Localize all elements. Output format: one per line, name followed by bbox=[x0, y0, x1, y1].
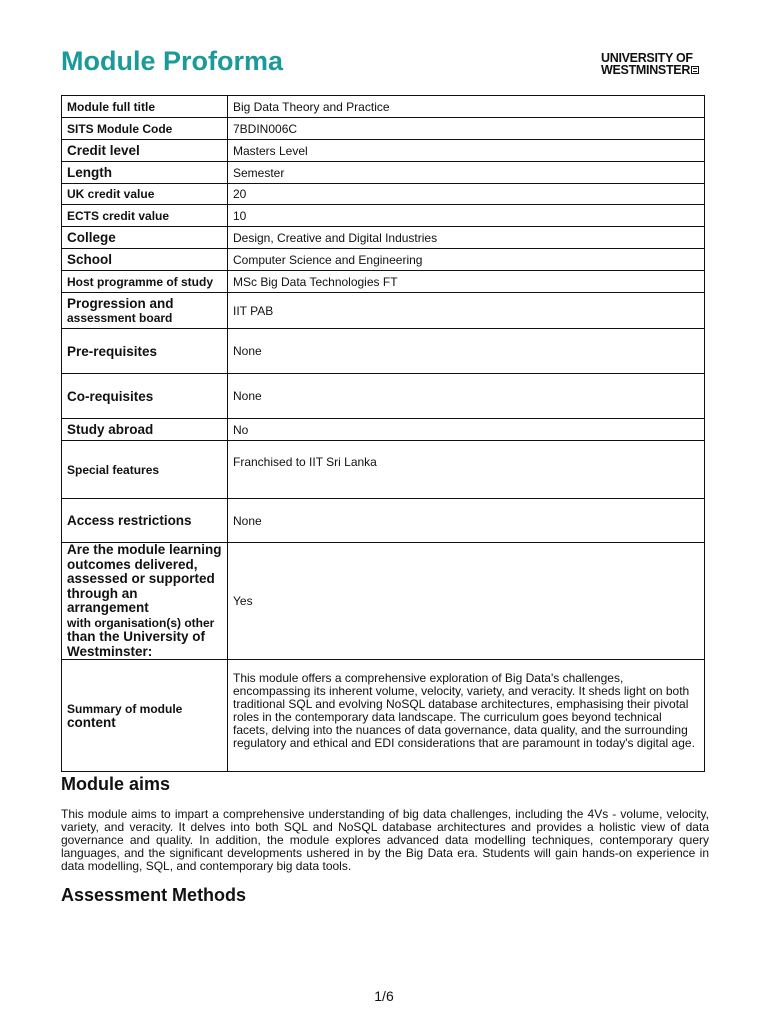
table-row bbox=[62, 293, 705, 329]
row-label bbox=[62, 543, 228, 660]
row-value: Computer Science and Engineering bbox=[228, 249, 705, 271]
row-label-line: through an arrangement bbox=[67, 585, 149, 615]
row-label-line: Westminster: bbox=[67, 643, 153, 659]
table-row bbox=[62, 271, 705, 293]
table-row bbox=[62, 249, 705, 271]
row-value: Semester bbox=[228, 162, 705, 184]
row-label: Access restrictions bbox=[62, 499, 228, 543]
row-label: ECTS credit value bbox=[62, 205, 228, 227]
row-label: Length bbox=[62, 162, 228, 184]
row-label: Special features bbox=[62, 441, 228, 499]
table-row bbox=[62, 543, 705, 660]
row-value: Yes bbox=[228, 543, 705, 660]
row-value: 7BDIN006C bbox=[228, 118, 705, 140]
row-label-line: outcomes delivered, bbox=[67, 556, 198, 572]
row-label-line: Summary of module bbox=[67, 701, 183, 716]
row-label: Host programme of study bbox=[62, 271, 228, 293]
row-label: School bbox=[62, 249, 228, 271]
table-row bbox=[62, 118, 705, 140]
row-value: Big Data Theory and Practice bbox=[228, 96, 705, 118]
table-row bbox=[62, 419, 705, 441]
summary-text: This module offers a comprehensive exploration of Big Data's challenges, encompassing its inherent volume, velocity, variety, and veracity. It sheds light on both traditional SQL and evolving NoSQL database architectures, emphasising their pivotal roles in the contemporary data landscape. The curriculum goes beyond technical facets, delving into the nuances of data governance, data quality, and the surrounding regulatory and ethical and EDI considerations that are paramount in today's digital age. bbox=[233, 671, 695, 750]
crest-icon bbox=[691, 66, 699, 74]
row-label-line: Are the module learning bbox=[67, 542, 222, 557]
row-label-line: with organisation(s) other bbox=[67, 615, 215, 630]
row-value: None bbox=[228, 329, 705, 374]
row-value: IIT PAB bbox=[228, 293, 705, 329]
row-value: MSc Big Data Technologies FT bbox=[228, 271, 705, 293]
row-label: SITS Module Code bbox=[62, 118, 228, 140]
module-aims-heading: Module aims bbox=[61, 774, 171, 794]
row-value: 10 bbox=[228, 205, 705, 227]
row-label: Study abroad bbox=[62, 419, 228, 441]
logo-line-1: UNIVERSITY OF bbox=[601, 51, 693, 65]
row-label-line: assessment board bbox=[67, 310, 173, 325]
row-label: Credit level bbox=[62, 140, 228, 162]
table-row bbox=[62, 205, 705, 227]
table-row bbox=[62, 499, 705, 543]
table-row bbox=[62, 96, 705, 118]
page-number: 1/6 bbox=[374, 988, 394, 1004]
row-label: UK credit value bbox=[62, 184, 228, 205]
table-row bbox=[62, 140, 705, 162]
row-value: None bbox=[228, 499, 705, 543]
row-value: 20 bbox=[228, 184, 705, 205]
page-title: Module Proforma bbox=[61, 46, 284, 76]
row-label bbox=[62, 660, 228, 772]
row-label-line: assessed or supported bbox=[67, 571, 215, 586]
assessment-methods-heading: Assessment Methods bbox=[61, 885, 247, 905]
row-value bbox=[228, 660, 705, 772]
row-label: Pre-requisites bbox=[62, 329, 228, 374]
row-label: College bbox=[62, 227, 228, 249]
table-row bbox=[62, 184, 705, 205]
row-label: Co-requisites bbox=[62, 374, 228, 419]
module-aims-text: This module aims to impart a comprehensive understanding of big data challenges, including the 4Vs - volume, velocity, variety, and veracity. It delves into both SQL and NoSQL database architectures and provides a holistic view of data governance and quality. In addition, the module explores advanced data modelling techniques, contemporary query languages, and the significant developments ushered in by the Big Data era. Students will gain hands-on experience in data modelling, SQL, and contemporary big data tools. bbox=[61, 807, 709, 873]
logo-line-2: WESTMINSTER bbox=[601, 63, 691, 77]
row-value: None bbox=[228, 374, 705, 419]
table-row bbox=[62, 227, 705, 249]
row-value: Design, Creative and Digital Industries bbox=[228, 227, 705, 249]
row-value: No bbox=[228, 419, 705, 441]
module-proforma-table bbox=[61, 95, 705, 772]
table-row bbox=[62, 162, 705, 184]
row-label-line: than the University of bbox=[67, 629, 206, 644]
university-logo bbox=[601, 52, 699, 76]
table-row bbox=[62, 329, 705, 374]
row-label-line: content bbox=[67, 714, 116, 730]
table-row bbox=[62, 441, 705, 499]
table-row bbox=[62, 374, 705, 419]
row-label: Module full title bbox=[62, 96, 228, 118]
row-value: Franchised to IIT Sri Lanka bbox=[228, 441, 705, 499]
row-label bbox=[62, 293, 228, 329]
row-value: Masters Level bbox=[228, 140, 705, 162]
table-row bbox=[62, 660, 705, 772]
row-label-line: Progression and bbox=[67, 295, 174, 311]
